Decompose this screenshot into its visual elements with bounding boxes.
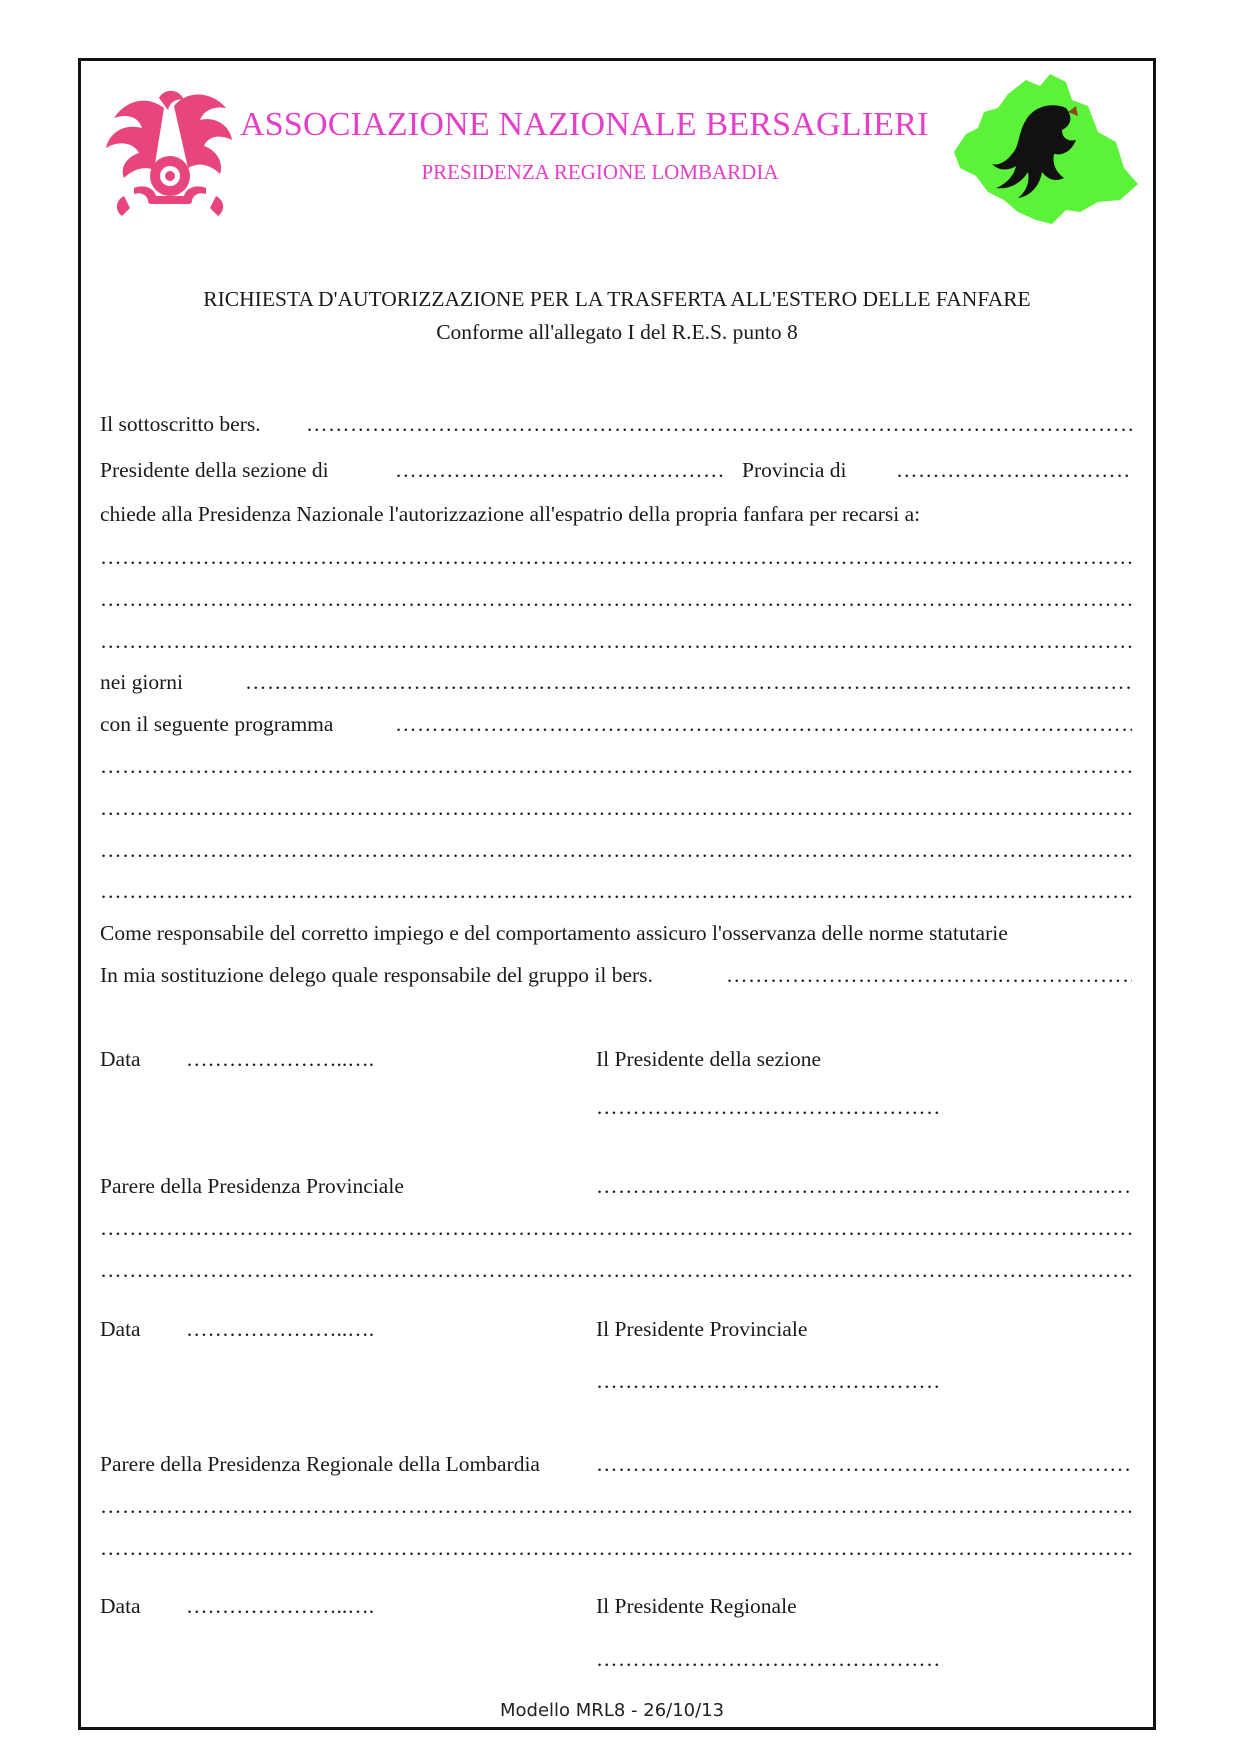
sezione-label: Presidente della sezione di [100, 458, 329, 482]
delego-text: In mia sostituzione delego quale responsabile del gruppo il bers. [100, 963, 653, 987]
presidente-regionale-label: Il Presidente Regionale [596, 1594, 797, 1618]
programma-label: con il seguente programma [100, 712, 334, 736]
delegato-field[interactable] [726, 961, 1132, 989]
data-label: Data [100, 1047, 141, 1071]
presidente-provinciale-label: Il Presidente Provinciale [596, 1317, 808, 1341]
programma-field-2[interactable] [100, 752, 1132, 780]
model-footer: Modello MRL8 - 26/10/13 [500, 1700, 725, 1721]
responsabile-text: Come responsabile del corretto impiego e del comportamento assicuro l'osservanza delle norme statutarie [100, 921, 1008, 945]
parere-provinciale-field-3[interactable] [100, 1256, 1132, 1284]
parere-regionale-field-2[interactable] [100, 1492, 1132, 1520]
programma-field[interactable] [395, 710, 1132, 738]
provincia-field[interactable] [896, 456, 1132, 484]
chiede-text: chiede alla Presidenza Nazionale l'autorizzazione all'espatrio della propria fanfara per recarsi a: [100, 502, 921, 526]
destinazione-field-3[interactable] [100, 627, 1132, 655]
data-provinciale-field[interactable]: …………………..…. [186, 1317, 375, 1341]
document-subtitle: Conforme all'allegato I del R.E.S. punto 8 [436, 320, 798, 344]
parere-regionale-field[interactable] [596, 1450, 1132, 1478]
sezione-field[interactable] [395, 456, 725, 484]
provincia-label: Provincia di [742, 458, 847, 482]
parere-provinciale-label: Parere della Presidenza Provinciale [100, 1174, 404, 1198]
data-provinciale-label: Data [100, 1317, 141, 1341]
programma-field-5[interactable] [100, 877, 1132, 905]
parere-regionale-field-3[interactable] [100, 1534, 1132, 1562]
destinazione-field-1[interactable] [100, 543, 1132, 571]
data-regionale-label: Data [100, 1594, 141, 1618]
firma-presidente-sezione[interactable] [596, 1093, 942, 1121]
organization-name: ASSOCIAZIONE NAZIONALE BERSAGLIERI [240, 106, 929, 143]
sottoscritto-field[interactable] [306, 410, 1132, 438]
firma-presidente-regionale[interactable] [596, 1645, 942, 1673]
organization-subtitle: PRESIDENZA REGIONE LOMBARDIA [421, 160, 779, 184]
firma-presidente-provinciale[interactable] [596, 1367, 942, 1395]
parere-provinciale-field-2[interactable] [100, 1214, 1132, 1242]
parere-regionale-label: Parere della Presidenza Regionale della Lombardia [100, 1452, 540, 1476]
destinazione-field-2[interactable] [100, 585, 1132, 613]
programma-field-4[interactable] [100, 836, 1132, 864]
data-regionale-field[interactable]: …………………..…. [186, 1594, 375, 1618]
bersaglieri-fireball-emblem-icon [104, 88, 234, 218]
data-field[interactable]: …………………..…. [186, 1047, 375, 1071]
presidente-sezione-label: Il Presidente della sezione [596, 1047, 822, 1071]
document-title: RICHIESTA D'AUTORIZZAZIONE PER LA TRASFERTA ALL'ESTERO DELLE FANFARE [203, 287, 1031, 311]
lombardia-map-plume-icon [948, 72, 1138, 237]
programma-field-3[interactable] [100, 794, 1132, 822]
sottoscritto-label: Il sottoscritto bers. [100, 412, 261, 436]
giorni-label: nei giorni [100, 670, 183, 694]
parere-provinciale-field[interactable] [596, 1172, 1132, 1200]
giorni-field[interactable] [245, 668, 1132, 696]
